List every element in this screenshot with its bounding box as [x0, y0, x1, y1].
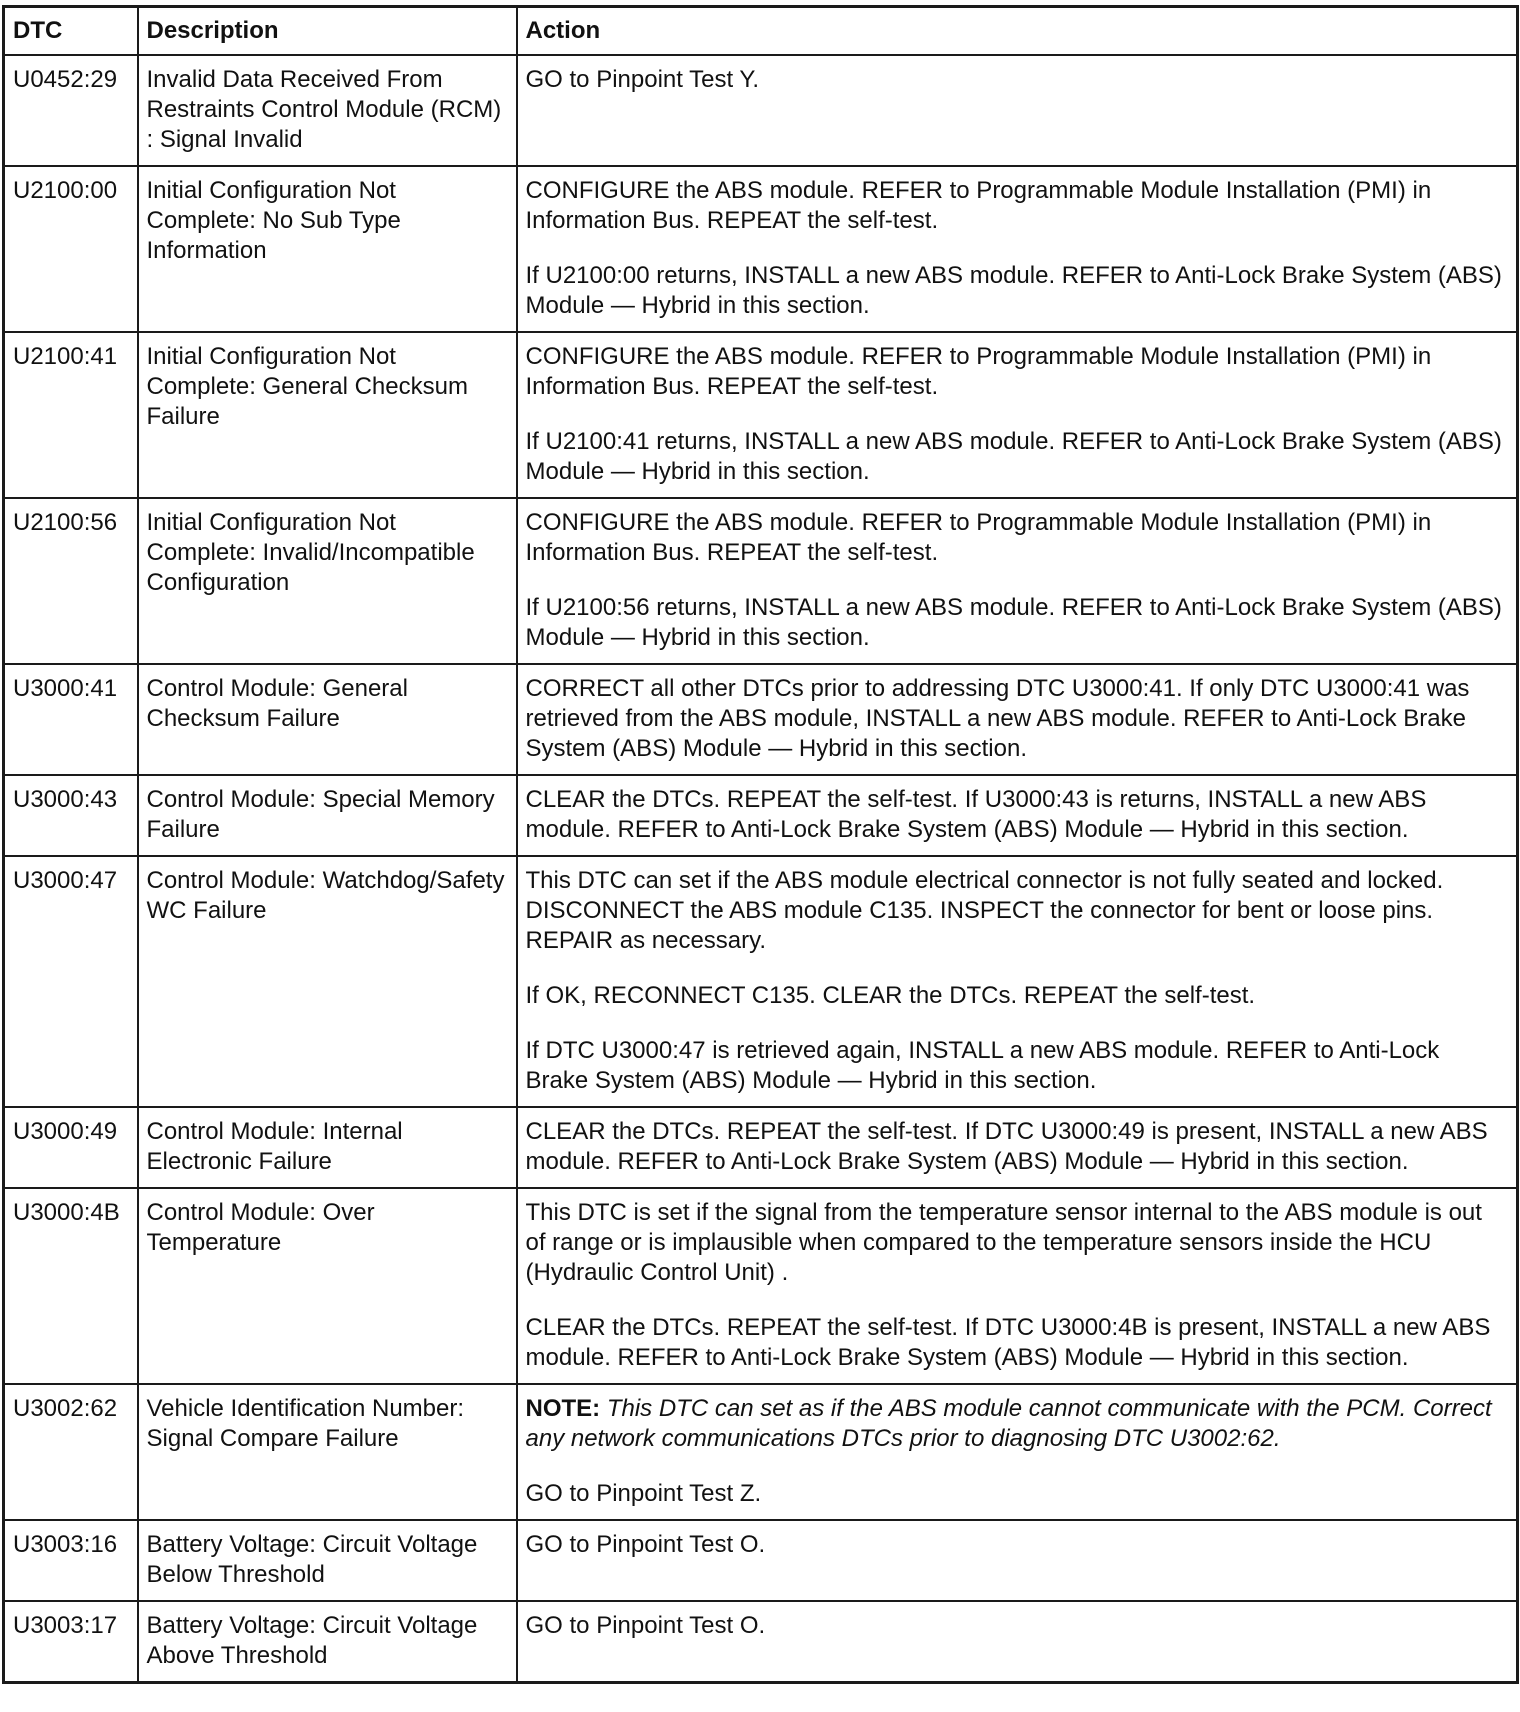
header-row [4, 7, 1518, 56]
action-paragraph: CLEAR the DTCs. REPEAT the self-test. If DTC U3000:49 is present, INSTALL a new ABS module. REFER to Anti-Lock Brake System (ABS) Module — Hybrid in this section. [525, 1118, 1488, 1175]
action-paragraph: CONFIGURE the ABS module. REFER to Programmable Module Installation (PMI) in Information Bus. REPEAT the self-test. [525, 177, 1432, 234]
action-paragraph: GO to Pinpoint Test Z. [525, 1480, 762, 1507]
dtc-description: Control Module: Watchdog/Safety WC Failure [138, 856, 517, 1107]
dtc-code: U3003:17 [4, 1601, 138, 1683]
dtc-action [517, 856, 1518, 1107]
action-paragraph: If U2100:00 returns, INSTALL a new ABS module. REFER to Anti-Lock Brake System (ABS) Module — Hybrid in this section. [525, 262, 1502, 319]
action-paragraph: CLEAR the DTCs. REPEAT the self-test. If U3000:43 is returns, INSTALL a new ABS module. REFER to Anti-Lock Brake System (ABS) Module — Hybrid in this section. [525, 786, 1427, 843]
dtc-code: U2100:56 [4, 498, 138, 664]
dtc-description: Control Module: Internal Electronic Failure [138, 1107, 517, 1188]
action-paragraph: This DTC can set if the ABS module electrical connector is not fully seated and locked. DISCONNECT the ABS module C135. INSPECT the connector for bent or loose pins. REPAIR as necessary. [525, 867, 1444, 954]
dtc-code: U3000:47 [4, 856, 138, 1107]
dtc-action [517, 166, 1518, 332]
note-label: NOTE: [525, 1395, 601, 1422]
dtc-action [517, 664, 1518, 775]
table-row [4, 856, 1518, 1107]
table-row [4, 1384, 1518, 1520]
table-row [4, 498, 1518, 664]
dtc-code: U3000:41 [4, 664, 138, 775]
dtc-description: Control Module: General Checksum Failure [138, 664, 517, 775]
dtc-code: U3000:4B [4, 1188, 138, 1384]
dtc-action [517, 55, 1518, 166]
dtc-description: Vehicle Identification Number: Signal Compare Failure [138, 1384, 517, 1520]
table-body [4, 55, 1518, 1683]
dtc-description: Control Module: Over Temperature [138, 1188, 517, 1384]
dtc-description: Control Module: Special Memory Failure [138, 775, 517, 856]
table-row [4, 1520, 1518, 1601]
dtc-code: U3002:62 [4, 1384, 138, 1520]
dtc-description: Initial Configuration Not Complete: No Sub Type Information [138, 166, 517, 332]
dtc-description: Battery Voltage: Circuit Voltage Below Threshold [138, 1520, 517, 1601]
dtc-description: Battery Voltage: Circuit Voltage Above Threshold [138, 1601, 517, 1683]
table-row [4, 664, 1518, 775]
dtc-code: U0452:29 [4, 55, 138, 166]
action-paragraph: CLEAR the DTCs. REPEAT the self-test. If DTC U3000:4B is present, INSTALL a new ABS module. REFER to Anti-Lock Brake System (ABS) Module — Hybrid in this section. [525, 1314, 1491, 1371]
dtc-code: U2100:00 [4, 166, 138, 332]
action-paragraph: If U2100:56 returns, INSTALL a new ABS module. REFER to Anti-Lock Brake System (ABS) Module — Hybrid in this section. [525, 594, 1502, 651]
dtc-table [2, 5, 1519, 1684]
dtc-action [517, 1188, 1518, 1384]
dtc-action [517, 1384, 1518, 1520]
dtc-code: U3003:16 [4, 1520, 138, 1601]
table-row [4, 1107, 1518, 1188]
dtc-action [517, 498, 1518, 664]
dtc-action [517, 332, 1518, 498]
table-row [4, 1188, 1518, 1384]
dtc-action [517, 1107, 1518, 1188]
header-action: Action [517, 7, 1518, 56]
table-header [4, 7, 1518, 56]
action-paragraph: If U2100:41 returns, INSTALL a new ABS module. REFER to Anti-Lock Brake System (ABS) Module — Hybrid in this section. [525, 428, 1502, 485]
action-paragraph: CORRECT all other DTCs prior to addressing DTC U3000:41. If only DTC U3000:41 was retrieved from the ABS module, INSTALL a new ABS module. REFER to Anti-Lock Brake System (ABS) Module — Hybrid in this section. [525, 675, 1470, 762]
action-paragraph: This DTC is set if the signal from the temperature sensor internal to the ABS module is out of range or is implausible when compared to the temperature sensors inside the HCU (Hydraulic Control Unit) . [525, 1199, 1482, 1286]
action-paragraph: If DTC U3000:47 is retrieved again, INSTALL a new ABS module. REFER to Anti-Lock Brake System (ABS) Module — Hybrid in this section. [525, 1037, 1440, 1094]
dtc-description: Initial Configuration Not Complete: General Checksum Failure [138, 332, 517, 498]
table-row [4, 332, 1518, 498]
table-row [4, 166, 1518, 332]
table-row [4, 55, 1518, 166]
action-paragraph: GO to Pinpoint Test O. [525, 1531, 766, 1558]
header-dtc: DTC [4, 7, 138, 56]
dtc-description: Invalid Data Received From Restraints Control Module (RCM) : Signal Invalid [138, 55, 517, 166]
dtc-code: U3000:43 [4, 775, 138, 856]
action-paragraph: CONFIGURE the ABS module. REFER to Programmable Module Installation (PMI) in Information Bus. REPEAT the self-test. [525, 509, 1432, 566]
table-row [4, 1601, 1518, 1683]
note-text: This DTC can set as if the ABS module cannot communicate with the PCM. Correct any network communications DTCs prior to diagnosing DTC U3002:62. [525, 1395, 1492, 1452]
table-row [4, 775, 1518, 856]
action-paragraph: GO to Pinpoint Test O. [525, 1612, 766, 1639]
header-description: Description [138, 7, 517, 56]
dtc-action [517, 1520, 1518, 1601]
dtc-action [517, 775, 1518, 856]
action-paragraph: GO to Pinpoint Test Y. [525, 66, 759, 93]
action-paragraph: CONFIGURE the ABS module. REFER to Programmable Module Installation (PMI) in Information Bus. REPEAT the self-test. [525, 343, 1432, 400]
dtc-action [517, 1601, 1518, 1683]
action-paragraph: If OK, RECONNECT C135. CLEAR the DTCs. REPEAT the self-test. [525, 982, 1256, 1009]
dtc-description: Initial Configuration Not Complete: Invalid/Incompatible Configuration [138, 498, 517, 664]
note-paragraph [526, 1394, 1509, 1454]
dtc-code: U2100:41 [4, 332, 138, 498]
dtc-code: U3000:49 [4, 1107, 138, 1188]
